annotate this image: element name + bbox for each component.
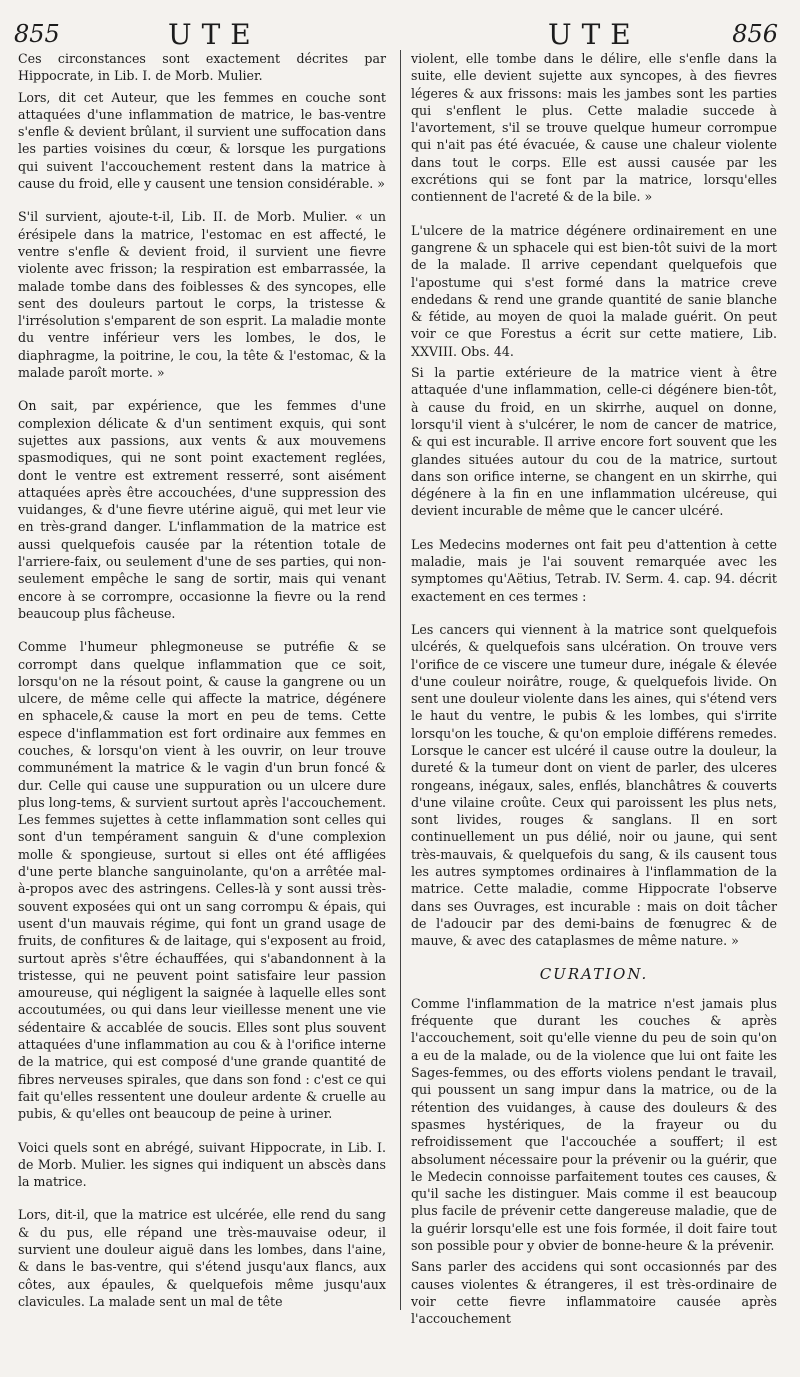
quotation-paragraph: violent, elle tombe dans le délire, elle s'enfle dans la suite, elle devient sujette aux syncopes, à des fievres légeres & aux frissons: mais les jambes sont les parties qui s'enflent le plus. Cette maladie succede à l'avortement, s'il se trouve quelque humeur corrompue qui n'ait pas été évacuée, & cause une chaleur violente dans tout le corps. Elle est aussi causée par les excrétions qui se font par la matrice, lorsqu'elles contiennent de l'acreté & de la bile. »	[411, 51, 777, 205]
page-number-right: 856	[732, 20, 778, 48]
paragraph: Comme l'humeur phlegmoneuse se putréfie & se corrompt dans quelque inflammation que ce soit, lorsqu'on ne la résout point, & cause la gangrene ou un ulcere, de même celle qui affecte la matrice, dégénere en sphacele,& cause la mort en peu de tems. Cette espece d'inflammation est fort ordinaire aux femmes en couches, & lorsqu'on vient à les ouvrir, on leur trouve communément la matrice & le vagin d'un brun foncé & dur. Celle qui cause une suppuration ou un ulcere dure plus long-tems, & survient surtout après l'accouchement. Les femmes sujettes à cette inflammation sont celles qui sont d'un tempérament sanguin & d'une complexion molle & spongieuse, surtout si elles ont été affligées d'une perte blanche sanguinolante, qu'on a arrêtée mal-à-propos avec des astringens. Celles-là y sont aussi très-souvent exposées qui ont un sang corrompu & épais, qui usent d'un mauvais régime, qui font un grand usage de fruits, de confitures & de laitage, qui s'exposent au froid, surtout après s'être échauffées, qui s'abandonnent à la tristesse, qui ne peuvent point satisfaire leur passion amoureuse, qui négligent la saignée à laquelle elles sont accoutumées, ou qui dans leur vieillesse menent une vie sédentaire & accablée de soucis. Elles sont plus souvent attaquées d'une inflammation au cou & à l'orifice interne de la matrice, qui est composé d'une grande quantité de fibres nerveuses spirales, que dans son fond : c'est ce qui fait qu'elles ressentent une douleur ardente & cruelle au pubis, & qu'elles ont beaucoup de peine à uriner.	[18, 639, 386, 1122]
page-header	[0, 16, 800, 54]
section-heading: CURATION.	[539, 964, 649, 983]
page-number-left: 855	[14, 20, 60, 48]
running-head-left: UTE	[168, 18, 261, 51]
paragraph: L'ulcere de la matrice dégénere ordinairement en une gangrene & un sphacele qui est bien-tôt suivi de la mort de la malade. Il arrive cependant quelquefois que l'apostume qui s'est formé dans la matrice creve endedans & rend une grande quantité de sanie blanche & fétide, au moyen de quoi la malade guérit. On peut voir ce que Forestus a écrit sur cette matiere, Lib. XXVIII. Obs. 44.	[411, 222, 777, 359]
paragraph: Si la partie extérieure de la matrice vient à être attaquée d'une inflammation, celle-ci dégénere bien-tôt, à cause du froid, en un skirrhe, auquel on donne, lorsqu'il vient à s'ulcérer, le nom de cancer de matrice, & qui est incurable. Il arrive encore fort souvent que les glandes situées autour du cou de la matrice, surtout dans son orifice interne, se changent en un skirrhe, qui dégénere à la fin en une inflammation ulcéreuse, qui devient incurable de même que le cancer ulcéré.	[411, 365, 777, 519]
paragraph: On sait, par expérience, que les femmes d'une complexion délicate & d'un sentiment exquis, qui sont sujettes aux passions, aux vents & aux mouvemens spasmodiques, qui ne sont point exactement reglées, dont le ventre est extrement resserré, sont aisément attaquées après être accouchées, d'une suppression des vuidanges, & d'une fievre utérine aiguë, qui met leur vie en très-grand danger. L'inflammation de la matrice est aussi quelquefois causée par la rétention totale de l'arriere-faix, ou seulement d'une de ses parties, qui non-seulement empêche le sang de sortir, mais qui venant encore à se corrompre, occasionne la fievre ou la rend beaucoup plus fâcheuse.	[18, 398, 386, 621]
left-column	[18, 50, 386, 1326]
column-divider	[400, 50, 401, 1310]
paragraph: Comme l'inflammation de la matrice n'est jamais plus fréquente que durant les couches & après l'accouchement, soit qu'elle vienne du peu de soin qu'on a eu de la malade, ou de la violence que lui ont faite les Sages-femmes, ou des efforts violens pendant le travail, qui poussent un sang impur dans la matrice, ou de la rétention des vuidanges, à cause des douleurs & des spasmes hystériques, de la frayeur ou du refroidissement que l'accouchée a souffert; il est absolument nécessaire pour la prévenir ou la guérir, que le Medecin connoisse parfaitement toutes ces causes, & qu'il sache les distinguer. Mais comme il est beaucoup plus facile de prévenir cette dangereuse maladie, que de la guérir lorsqu'elle est une fois formée, il doit faire tout son possible pour y obvier de bonne-heure & la prévenir.	[411, 995, 777, 1253]
paragraph: Ces circonstances sont exactement décrites par Hippocrate, in Lib. I. de Morb. Mulier.	[18, 51, 386, 84]
right-column	[411, 50, 777, 1343]
paragraph: Sans parler des accidens qui sont occasionnés par des causes violentes & étrangeres, il est très-ordinaire de voir cette fievre inflammatoire causée après l'accouchement	[411, 1259, 777, 1327]
paragraph: S'il survient, ajoute-t-il, Lib. II. de Morb. Mulier. « un érésipele dans la matrice, l'estomac en est affecté, le ventre s'enfle & devient froid, il survient une fievre violente avec frisson; la respiration est embarrassée, la malade tombe dans des foiblesses & des syncopes, elle sent des douleurs partout le corps, la tristesse & l'irrésolution s'emparent de son esprit. La maladie monte du ventre inférieur vers les lombes, le dos, le diaphragme, la poitrine, le cou, la tête & l'estomac, & la malade paroît morte. »	[18, 209, 386, 381]
quotation-paragraph: Les cancers qui viennent à la matrice sont quelquefois ulcérés, & quelquefois sans ulcération. On trouve vers l'orifice de ce viscere une tumeur dure, inégale & élevée d'une couleur noirâtre, rouge, & quelquefois livide. On sent une douleur violente dans les aines, qui s'étend vers le haut du ventre, le pubis & les lombes, qui s'irrite lorsqu'on les touche, & qu'on emploie différens remedes. Lorsque le cancer est ulcéré il cause outre la douleur, la dureté & la tumeur dont on vient de parler, des ulceres rongeans, inégaux, sales, enflés, blanchâtres & couverts d'une vilaine croûte. Ceux qui paroissent les plus nets, sont livides, rouges & sanglans. Il en sort continuellement un pus délié, noir ou jaune, qui sent très-mauvais, & quelquefois du sang, & ils causent tous les autres symptomes ordinaires à l'inflammation de la matrice. Cette maladie, comme Hippocrate l'observe dans ses Ouvrages, est incurable : mais on doit tâcher de l'adoucir par des demi-bains de fœnugrec & de mauve, & avec des cataplasmes de même nature. »	[411, 621, 777, 949]
running-head-right: UTE	[548, 18, 641, 51]
paragraph: Les Medecins modernes ont fait peu d'attention à cette maladie, mais je l'ai souvent remarquée avec les symptomes qu'Aëtius, Tetrab. IV. Serm. 4. cap. 94. décrit exactement en ces termes :	[411, 536, 777, 604]
quotation-paragraph: Lors, dit cet Auteur, que les femmes en couche sont attaquées d'une inflammation de matrice, le bas-ventre s'enfle & devient brûlant, il survient une suffocation dans les parties voisines du cœur, & lorsque les purgations qui suivent l'accouchement restent dans la matrice à cause du froid, elle y causent une tension considérable. »	[18, 89, 386, 192]
paragraph: Voici quels sont en abrégé, suivant Hippocrate, in Lib. I. de Morb. Mulier. les signes qui indiquent un abscès dans la matrice.	[18, 1139, 386, 1190]
quotation-paragraph: Lors, dit-il, que la matrice est ulcérée, elle rend du sang & du pus, elle répand une très-mauvaise odeur, il survient une douleur aiguë dans les lombes, dans l'aine, & dans le bas-ventre, qui s'étend jusqu'aux flancs, aux côtes, aux épaules, & quelquefois même jusqu'aux clavicules. La malade sent un mal de tête	[18, 1207, 386, 1309]
